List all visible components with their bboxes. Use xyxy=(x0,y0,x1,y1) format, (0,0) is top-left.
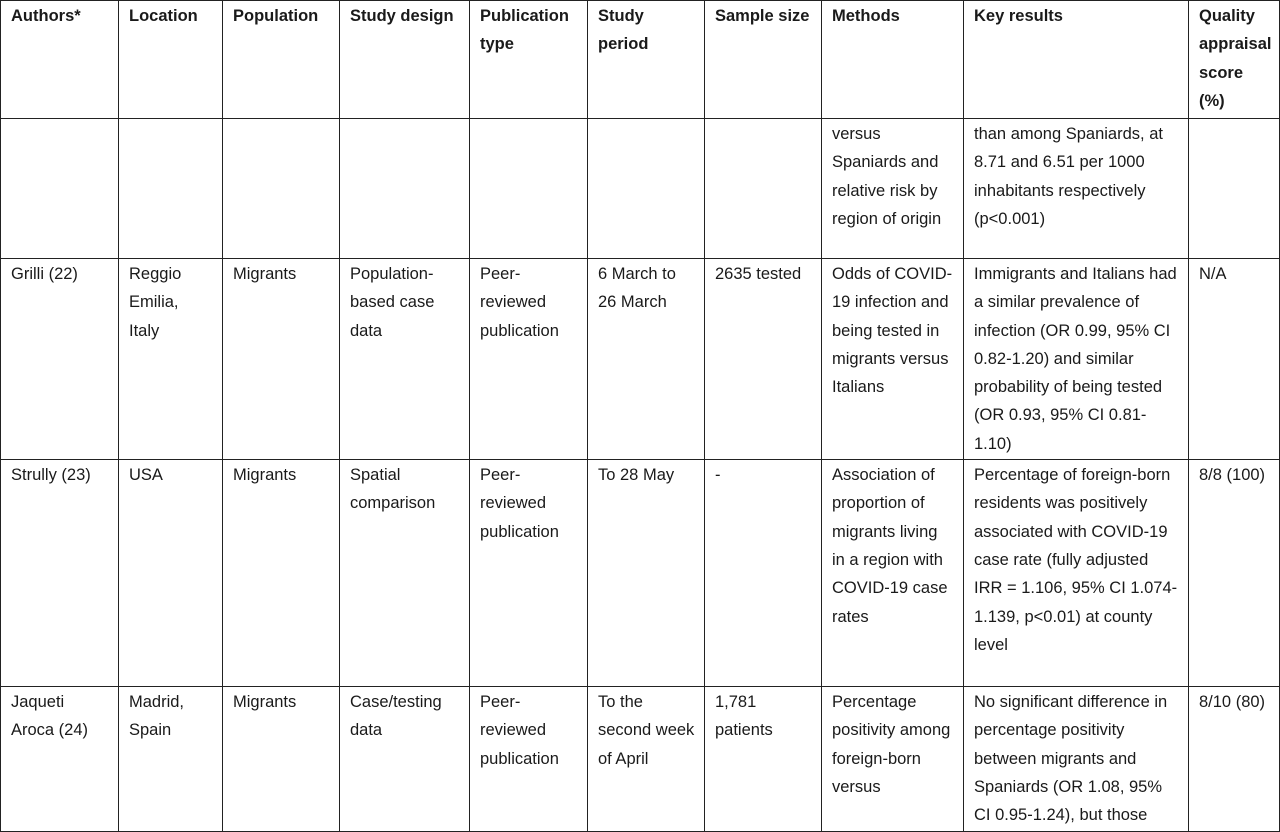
cell-location: Reggio Emilia, Italy xyxy=(119,259,223,460)
header-publication-type: Publication type xyxy=(470,1,588,119)
cell-study-period: 6 March to 26 March xyxy=(588,259,705,460)
cell-location: USA xyxy=(119,460,223,687)
cell-authors: Jaqueti Aroca (24) xyxy=(1,687,119,831)
cell-population: Migrants xyxy=(223,460,340,687)
table-row xyxy=(1,259,1280,460)
cell-population xyxy=(223,119,340,259)
cell-publication-type xyxy=(470,119,588,259)
cell-study-period: To 28 May xyxy=(588,460,705,687)
cell-study-design xyxy=(340,119,470,259)
cell-sample-size: - xyxy=(705,460,822,687)
cell-location xyxy=(119,119,223,259)
header-row xyxy=(1,1,1280,119)
table-row xyxy=(1,119,1280,259)
cell-location: Madrid, Spain xyxy=(119,687,223,831)
cell-quality-score: N/A xyxy=(1189,259,1280,460)
cell-authors xyxy=(1,119,119,259)
table-row xyxy=(1,687,1280,831)
cell-publication-type: Peer-reviewed publication xyxy=(470,460,588,687)
cell-methods: Odds of COVID-19 infection and being tested in migrants versus Italians xyxy=(822,259,964,460)
table-row xyxy=(1,460,1280,687)
cell-population: Migrants xyxy=(223,687,340,831)
cell-key-results: No significant difference in percentage positivity between migrants and Spaniards (OR 1.08, 95% CI 0.95-1.24), but those xyxy=(964,687,1189,831)
cell-methods: Association of proportion of migrants living in a region with COVID-19 case rates xyxy=(822,460,964,687)
cell-study-design: Spatial comparison xyxy=(340,460,470,687)
cell-sample-size xyxy=(705,119,822,259)
cell-study-period: To the second week of April xyxy=(588,687,705,831)
cell-publication-type: Peer-reviewed publication xyxy=(470,259,588,460)
header-quality-score: Quality appraisal score (%) xyxy=(1189,1,1280,119)
header-authors: Authors* xyxy=(1,1,119,119)
header-population: Population xyxy=(223,1,340,119)
cell-quality-score xyxy=(1189,119,1280,259)
header-location: Location xyxy=(119,1,223,119)
cell-quality-score: 8/10 (80) xyxy=(1189,687,1280,831)
header-study-design: Study design xyxy=(340,1,470,119)
cell-methods: Percentage positivity among foreign-born versus xyxy=(822,687,964,831)
header-sample-size: Sample size xyxy=(705,1,822,119)
cell-authors: Strully (23) xyxy=(1,460,119,687)
cell-sample-size: 2635 tested xyxy=(705,259,822,460)
cell-quality-score: 8/8 (100) xyxy=(1189,460,1280,687)
cell-sample-size: 1,781 patients xyxy=(705,687,822,831)
cell-study-period xyxy=(588,119,705,259)
cell-key-results: than among Spaniards, at 8.71 and 6.51 per 1000 inhabitants respectively (p<0.001) xyxy=(964,119,1189,259)
header-methods: Methods xyxy=(822,1,964,119)
cell-study-design: Population-based case data xyxy=(340,259,470,460)
cell-key-results: Immigrants and Italians had a similar prevalence of infection (OR 0.99, 95% CI 0.82-1.20) and similar probability of being tested (OR 0.93, 95% CI 0.81-1.10) xyxy=(964,259,1189,460)
cell-population: Migrants xyxy=(223,259,340,460)
header-study-period: Study period xyxy=(588,1,705,119)
cell-study-design: Case/testing data xyxy=(340,687,470,831)
cell-key-results: Percentage of foreign-born residents was positively associated with COVID-19 case rate (fully adjusted IRR = 1.106, 95% CI 1.074-1.139, p<0.01) at county level xyxy=(964,460,1189,687)
header-key-results: Key results xyxy=(964,1,1189,119)
cell-publication-type: Peer-reviewed publication xyxy=(470,687,588,831)
cell-methods: versus Spaniards and relative risk by region of origin xyxy=(822,119,964,259)
cell-authors: Grilli (22) xyxy=(1,259,119,460)
